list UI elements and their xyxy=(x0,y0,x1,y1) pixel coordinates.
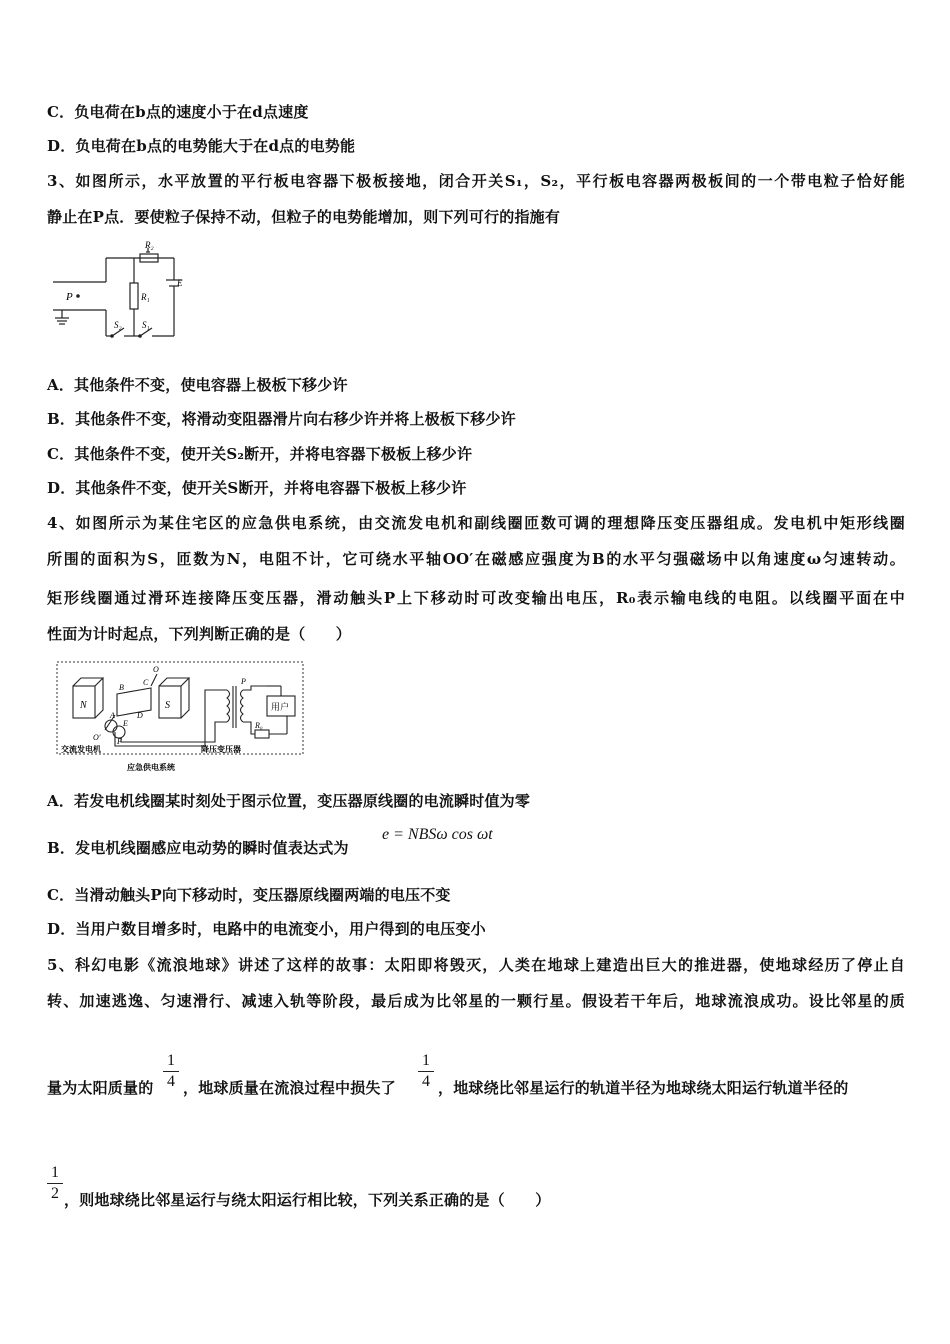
label-transformer: 降压变压器 xyxy=(201,745,241,754)
question-4-line-2: 所围的面积为S，匝数为N，电阻不计，它可绕水平轴OO′在磁感应强度为B的水平匀强磁场中以角速度ω匀速转动。 xyxy=(47,550,905,568)
label-c: C xyxy=(143,678,149,687)
option-d-q2: D．负电荷在b点的电势能大于在d点的电势能 xyxy=(47,137,356,155)
question-4-line-4: 性面为计时起点，下列判断正确的是（ ） xyxy=(47,625,352,643)
label-user: 用户 xyxy=(271,702,290,712)
label-p-slider: P xyxy=(241,677,246,686)
label-b: B xyxy=(119,683,124,692)
option-c-q4: C．当滑动触头P向下移动时，变压器原线圈两端的电压不变 xyxy=(47,886,451,904)
label-o2: O′ xyxy=(93,733,101,742)
question-5-line-1: 5、科幻电影《流浪地球》讲述了这样的故事：太阳即将毁灭，人类在地球上建造出巨大的推进器，使地球经历了停止自 xyxy=(47,956,905,974)
label-s2: S₂ xyxy=(114,320,122,330)
label-e-brush: E xyxy=(123,719,128,728)
label-s1: S₁ xyxy=(142,320,150,330)
label-generator: 交流发电机 xyxy=(61,745,101,754)
question-4-line-3: 矩形线圈通过滑环连接降压变压器，滑动触头P上下移动时可改变输出电压，R₀表示输电线的电阻。以线圈平面在中 xyxy=(47,589,905,607)
fraction-half-radius: 1 2 xyxy=(47,1164,63,1203)
question-5-line-3a: 量为太阳质量的 xyxy=(47,1079,154,1097)
label-o: O xyxy=(153,665,159,674)
label-f: F xyxy=(117,737,122,746)
label-e: E xyxy=(177,278,183,288)
option-c-q3: C．其他条件不变，使开关S₂断开，并将电容器下极板上移少许 xyxy=(47,445,473,463)
capacitor-circuit-figure xyxy=(48,238,188,342)
option-d-q4: D．当用户数目增多时，电路中的电流变小，用户得到的电压变小 xyxy=(47,920,486,938)
formula-emf: e = NBSω cos ωt xyxy=(382,826,493,843)
label-n: N xyxy=(80,700,87,711)
label-d: D xyxy=(137,711,143,720)
figure-caption: 应急供电系统 xyxy=(127,763,175,772)
power-supply-figure xyxy=(55,660,305,775)
label-a: A xyxy=(110,711,115,720)
question-4-line-1: 4、如图所示为某住宅区的应急供电系统，由交流发电机和副线圈匝数可调的理想降压变压器组成。发电机中矩形线圈 xyxy=(47,514,905,532)
option-b-q4: B．发电机线圈感应电动势的瞬时值表达式为 xyxy=(47,839,349,857)
question-5-line-3b: ，地球质量在流浪过程中损失了 xyxy=(183,1079,396,1097)
question-3-line-1: 3、如图所示，水平放置的平行板电容器下极板接地，闭合开关S₁，S₂，平行板电容器两极板间的一个带电粒子恰好能 xyxy=(47,172,905,190)
fraction-quarter-mass: 1 4 xyxy=(163,1052,179,1091)
label-r1: R₁ xyxy=(141,292,150,302)
option-c-q2: C．负电荷在b点的速度小于在d点速度 xyxy=(47,103,309,121)
label-p: P xyxy=(66,291,73,303)
option-b-q3: B．其他条件不变，将滑动变阻器滑片向右移少许并将上极板下移少许 xyxy=(47,410,516,428)
option-a-q3: A．其他条件不变，使电容器上极板下移少许 xyxy=(47,376,348,394)
option-d-q3: D．其他条件不变，使开关S断开，并将电容器下极板上移少许 xyxy=(47,479,467,497)
question-5-line-3c: ，地球绕比邻星运行的轨道半径为地球绕太阳运行轨道半径的 xyxy=(438,1079,849,1097)
label-r2: R₂ xyxy=(145,240,154,250)
label-r0: R₀ xyxy=(255,721,263,730)
question-5-line-4: ，则地球绕比邻星运行与绕太阳运行相比较，下列关系正确的是（ ） xyxy=(64,1191,551,1209)
question-5-line-2: 转、加速逃逸、匀速滑行、减速入轨等阶段，最后成为比邻星的一颗行星。假设若干年后，地球流浪成功。设比邻星的质 xyxy=(47,992,905,1010)
label-s: S xyxy=(165,700,170,711)
question-3-line-2: 静止在P点．要使粒子保持不动，但粒子的电势能增加，则下列可行的指施有 xyxy=(47,208,561,226)
option-a-q4: A．若发电机线圈某时刻处于图示位置，变压器原线圈的电流瞬时值为零 xyxy=(47,792,531,810)
fraction-quarter-loss: 1 4 xyxy=(418,1052,434,1091)
